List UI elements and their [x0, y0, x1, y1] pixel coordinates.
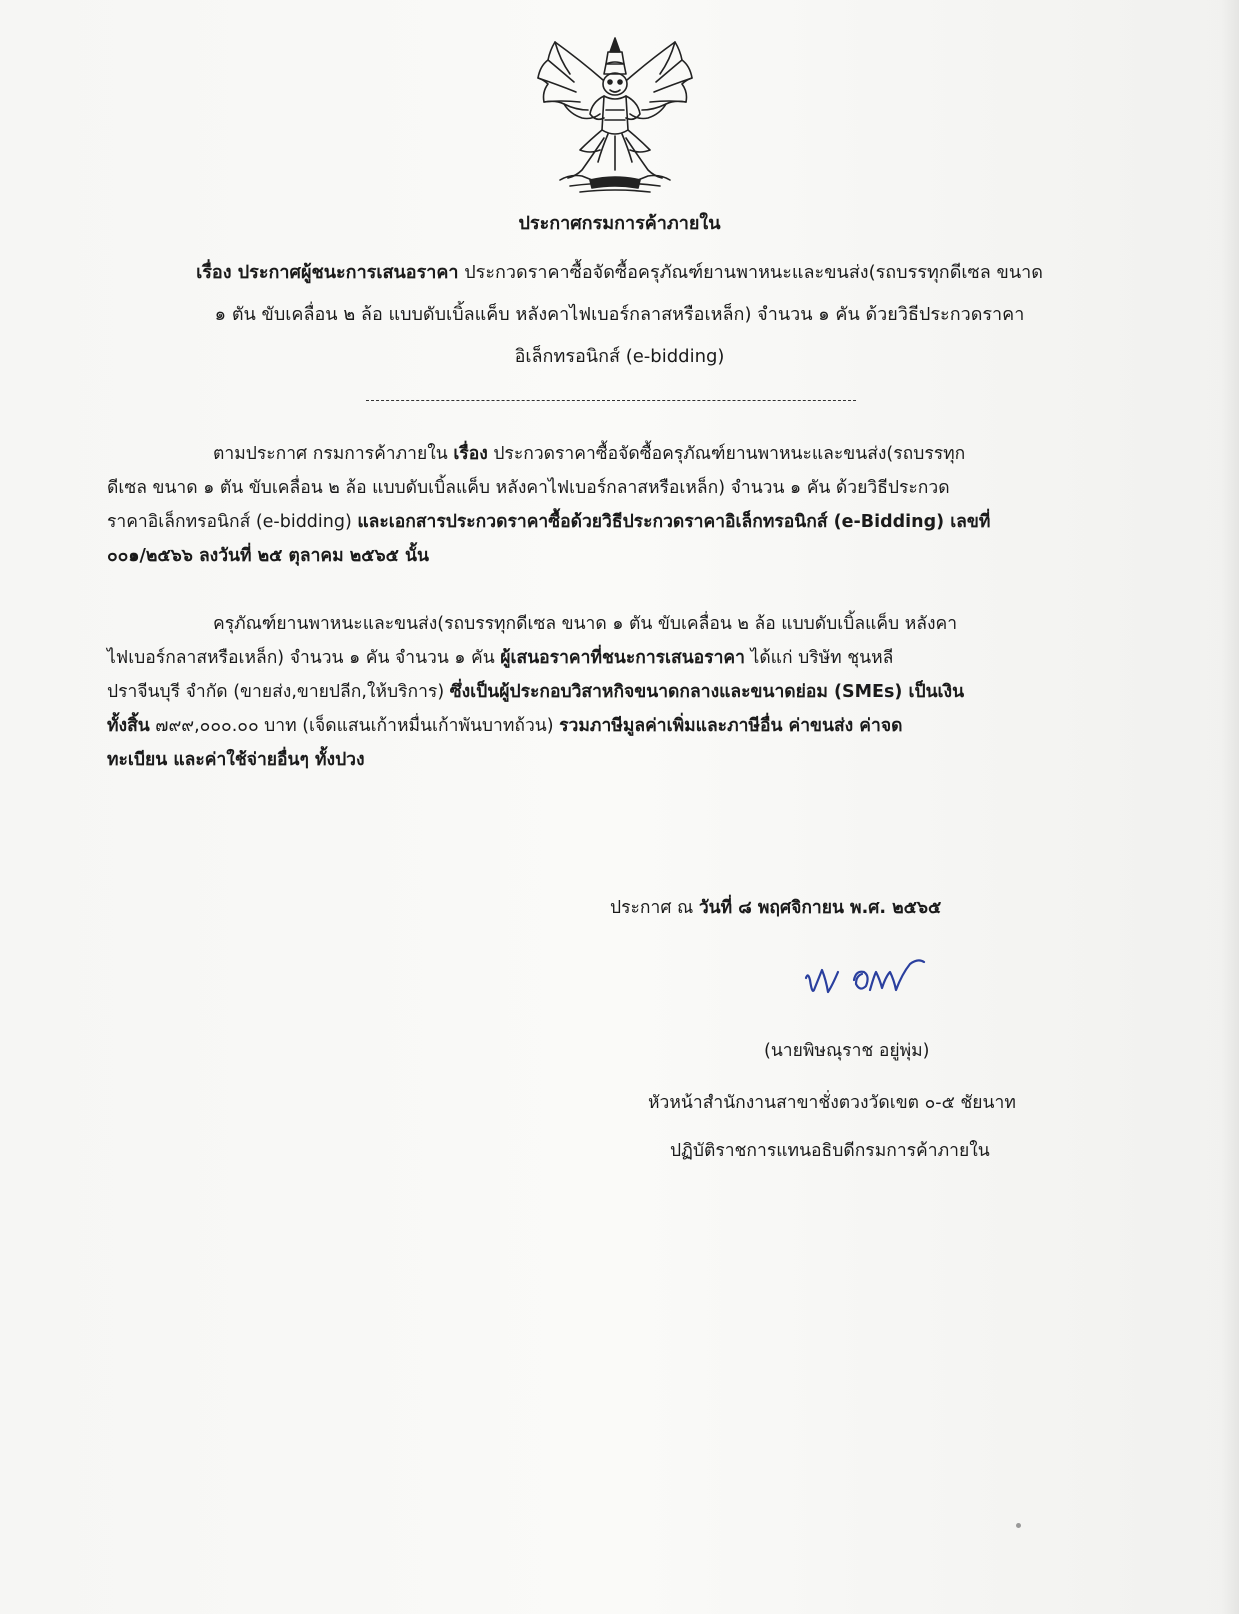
p2-l3-text-a: ปราจีนบุรี จำกัด (ขายส่ง,ขายปลีก,ให้บริการ) — [107, 682, 450, 702]
paragraph-2 — [107, 607, 1147, 777]
signatory-acting-for: ปฏิบัติราชการแทนอธิบดีกรมการค้าภายใน — [670, 1141, 990, 1161]
subject-line-3: อิเล็กทรอนิกส์ (e-bidding) — [514, 346, 725, 367]
p2-l4-text-b: ๗๙๙,๐๐๐.๐๐ บาท (เจ็ดแสนเก้าหมื่นเก้าพันบาทถ้วน) — [149, 716, 560, 736]
date-value: วันที่ ๘ พฤศจิกายน พ.ศ. ๒๕๖๕ — [698, 898, 942, 918]
garuda-emblem-icon — [530, 30, 700, 200]
signatory-name: (นายพิษณุราช อยู่พุ่ม) — [764, 1041, 930, 1061]
paragraph-2-line-1: ครุภัณฑ์ยานพาหนะและขนส่ง(รถบรรทุกดีเซล ขนาด ๑ ตัน ขับเคลื่อน ๒ ล้อ แบบดับเบิ้ลแค็บ หลังคา — [213, 614, 958, 634]
subject-label: เรื่อง ประกาศผู้ชนะการเสนอราคา — [196, 262, 459, 283]
date-prefix: ประกาศ ณ — [610, 898, 699, 918]
paragraph-1-line-1 — [107, 437, 1147, 471]
subject-line-1-text: ประกวดราคาซื้อจัดซื้อครุภัณฑ์ยานพาหนะและขนส่ง(รถบรรทุกดีเซล ขนาด — [458, 262, 1043, 283]
paragraph-1-line-3 — [107, 505, 1147, 539]
paragraph-1-line-4: ๐๐๑/๒๕๖๖ ลงวันที่ ๒๕ ตุลาคม ๒๕๖๕ นั้น — [107, 546, 429, 566]
paragraph-2-line-4 — [107, 709, 1147, 743]
paragraph-2-line-5: ทะเบียน และค่าใช้จ่ายอื่นๆ ทั้งปวง — [107, 750, 365, 770]
p1-l3-text-b: และเอกสารประกวดราคาซื้อด้วยวิธีประกวดราคาอิเล็กทรอนิกส์ (e-Bidding) เลขที่ — [357, 512, 991, 532]
subject-line-1 — [0, 257, 1239, 286]
p2-l4-text-c: รวมภาษีมูลค่าเพิ่มและภาษีอื่น ค่าขนส่ง ค่าจด — [559, 716, 903, 736]
p2-l2-text-b: ผู้เสนอราคาที่ชนะการเสนอราคา — [500, 648, 745, 668]
p1-l1-text-a: ตามประกาศ กรมการค้าภายใน — [213, 444, 454, 464]
paragraph-1 — [107, 437, 1147, 573]
dashed-divider — [366, 400, 856, 401]
p2-l4-text-a: ทั้งสิ้น — [107, 716, 150, 736]
handwritten-signature — [800, 950, 970, 1020]
page-shadow-edge — [1221, 0, 1239, 1614]
announcement-heading: ประกาศกรมการค้าภายใน — [518, 213, 721, 234]
paragraph-1-line-2: ดีเซล ขนาด ๑ ตัน ขับเคลื่อน ๒ ล้อ แบบดับเบิ้ลแค็บ หลังคาไฟเบอร์กลาสหรือเหล็ก) จำนวน ๑ คัน ด้วยวิธีประกวด — [107, 478, 950, 498]
p2-l2-text-a: ไฟเบอร์กลาสหรือเหล็ก) จำนวน ๑ คัน จำนวน ๑ คัน — [107, 648, 501, 668]
subject-line-2: ๑ ตัน ขับเคลื่อน ๒ ล้อ แบบดับเบิ้ลแค็บ หลังคาไฟเบอร์กลาสหรือเหล็ก) จำนวน ๑ คัน ด้วยวิธีประกวดราคา — [214, 304, 1025, 325]
p1-l1-text-b: เรื่อง — [453, 444, 488, 464]
p2-l2-text-c: ได้แก่ บริษัท ชุนหลี — [744, 648, 894, 668]
p1-l1-text-c: ประกวดราคาซื้อจัดซื้อครุภัณฑ์ยานพาหนะและขนส่ง(รถบรรทุก — [487, 444, 966, 464]
p1-l3-text-a: ราคาอิเล็กทรอนิกส์ (e-bidding) — [107, 512, 358, 532]
signatory-position: หัวหน้าสำนักงานสาขาชั่งตวงวัดเขต ๐-๕ ชัยนาท — [648, 1093, 1016, 1113]
p2-l3-text-b: ซึ่งเป็นผู้ประกอบวิสาหกิจขนาดกลางและขนาดย่อม (SMEs) เป็นเงิน — [449, 682, 965, 702]
announcement-date — [610, 893, 941, 921]
paragraph-2-line-3 — [107, 675, 1147, 709]
paper-speck — [1016, 1523, 1021, 1528]
paragraph-2-line-2 — [107, 641, 1147, 675]
